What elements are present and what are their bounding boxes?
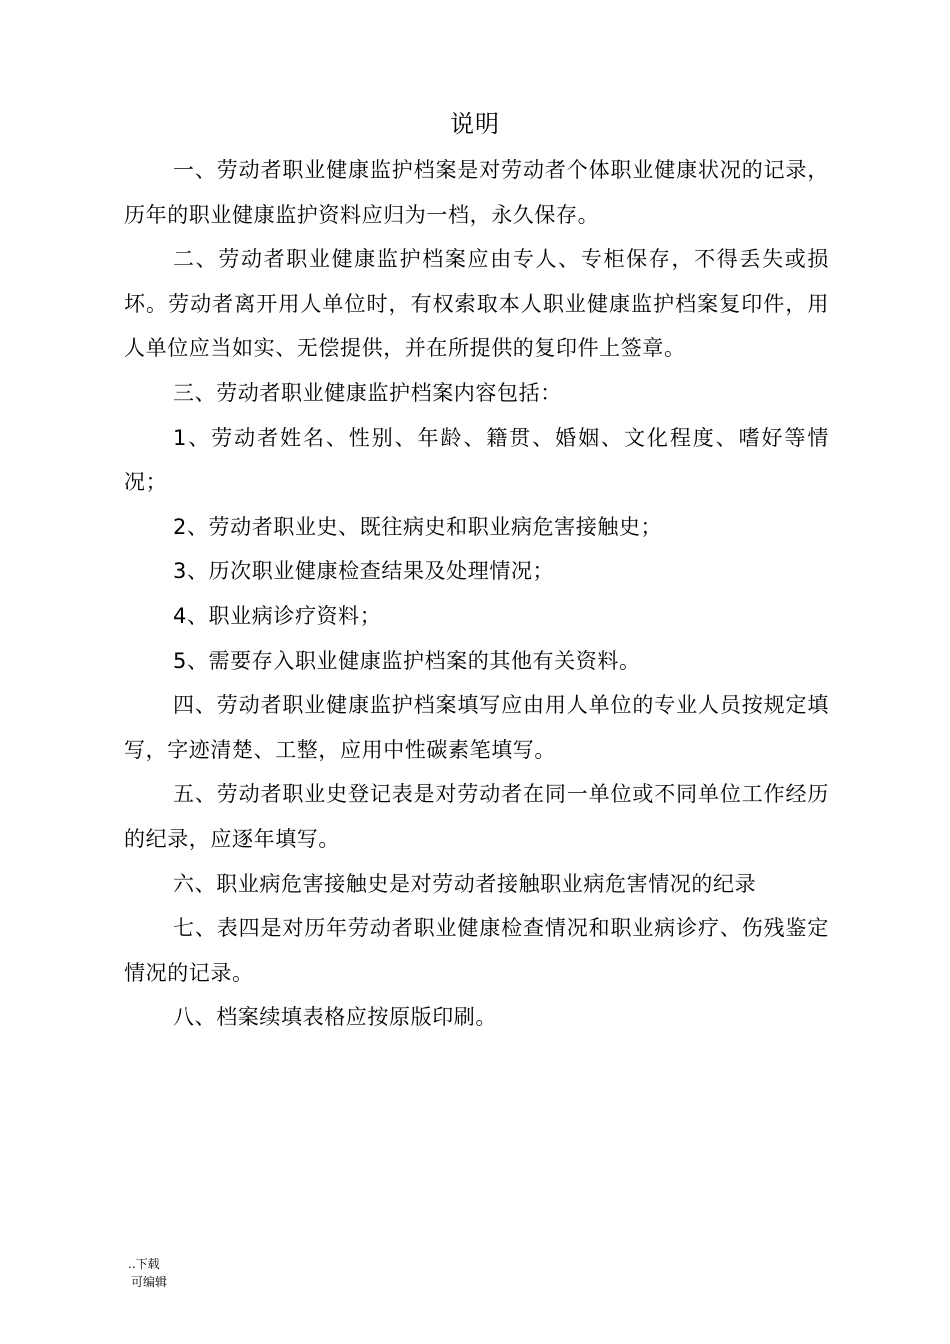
footer-editable-label: 可编辑: [131, 1275, 168, 1289]
paragraph-7: 七、表四是对历年劳动者职业健康检查情况和职业病诊疗、伤残鉴定情况的记录。: [124, 916, 829, 985]
footer-note: [128, 1255, 167, 1291]
footer-download-label: ..下载: [128, 1257, 160, 1271]
paragraph-6: 六、职业病危害接触史是对劳动者接触职业病危害情况的纪录: [173, 871, 757, 896]
paragraph-1: 一、劳动者职业健康监护档案是对劳动者个体职业健康状况的记录，历年的职业健康监护资料应归为一档，永久保存。: [124, 158, 829, 227]
paragraph-5: 五、劳动者职业史登记表是对劳动者在同一单位或不同单位工作经历的纪录，应逐年填写。: [124, 782, 829, 851]
list-item-3: 3、历次职业健康检查结果及处理情况；: [173, 559, 555, 584]
paragraph-4: 四、劳动者职业健康监护档案填写应由用人单位的专业人员按规定填写，字迹清楚、工整，应用中性碳素笔填写。: [124, 693, 829, 762]
list-item-2: 2、劳动者职业史、既往病史和职业病危害接触史；: [173, 514, 663, 539]
document-body: [124, 148, 829, 1040]
paragraph-8: 八、档案续填表格应按原版印刷。: [173, 1005, 497, 1030]
list-item-4: 4、职业病诊疗资料；: [173, 603, 382, 628]
list-item-1: 1、劳动者姓名、性别、年龄、籍贯、婚姻、文化程度、嗜好等情况；: [124, 425, 829, 495]
paragraph-3: 三、劳动者职业健康监护档案内容包括：: [173, 380, 562, 405]
list-item-5: 5、需要存入职业健康监护档案的其他有关资料。: [173, 648, 641, 673]
page-title: 说明: [450, 110, 500, 138]
paragraph-2: 二、劳动者职业健康监护档案应由专人、专柜保存，不得丢失或损坏。劳动者离开用人单位时，有权索取本人职业健康监护档案复印件，用人单位应当如实、无偿提供，并在所提供的复印件上签章。: [124, 247, 829, 361]
